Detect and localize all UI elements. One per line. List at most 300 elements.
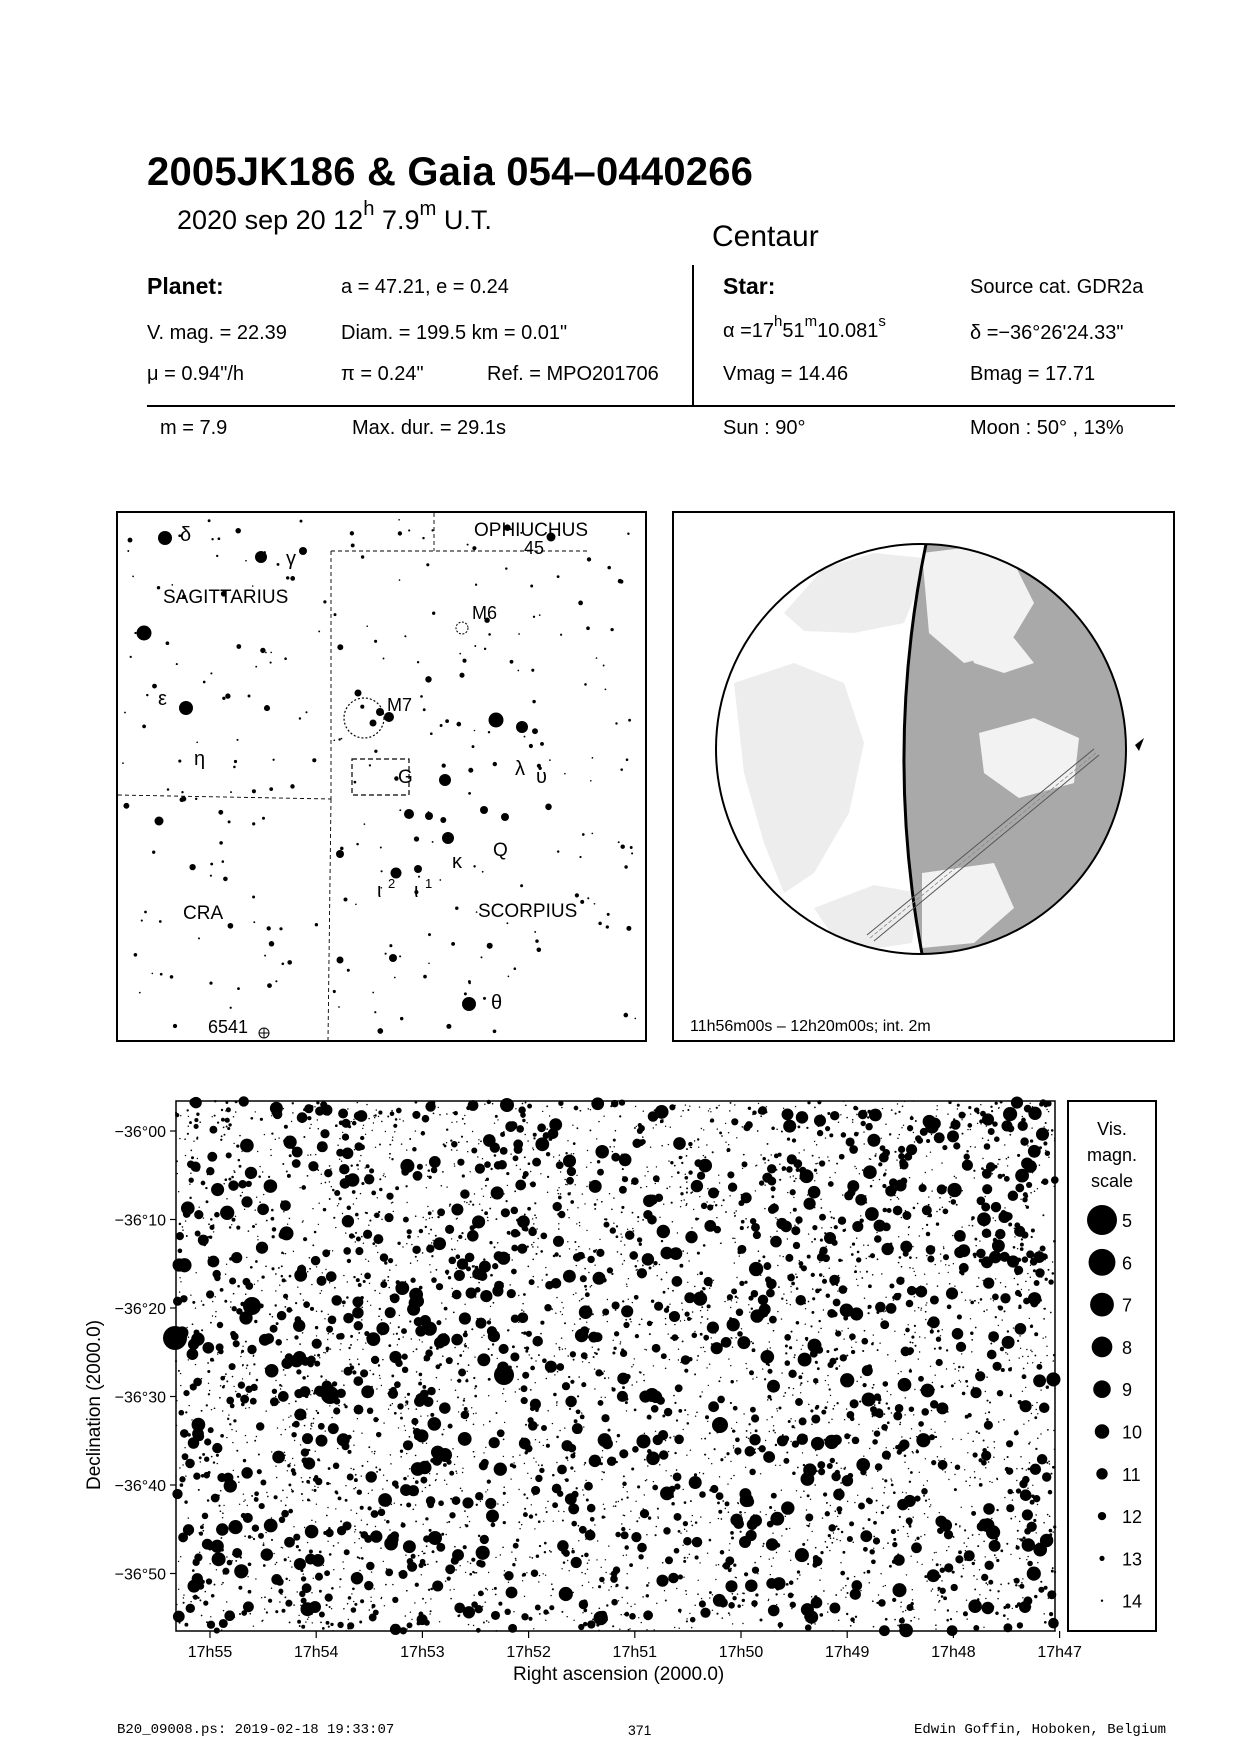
detail-star	[836, 1330, 837, 1331]
detail-star	[189, 1098, 198, 1107]
detail-star	[666, 1188, 668, 1190]
detail-star	[631, 1183, 632, 1184]
detail-star	[513, 1543, 519, 1549]
detail-star	[775, 1465, 776, 1466]
detail-star	[381, 1121, 383, 1123]
detail-star	[707, 1188, 708, 1189]
detail-star	[371, 1571, 372, 1572]
detail-star	[312, 1489, 313, 1490]
detail-star	[298, 1549, 300, 1551]
detail-star	[529, 1279, 535, 1285]
finder-star	[141, 920, 143, 922]
detail-star	[687, 1557, 688, 1558]
detail-star	[311, 1423, 313, 1425]
detail-star	[940, 1260, 941, 1261]
detail-star	[926, 1283, 927, 1284]
detail-star	[272, 1227, 277, 1232]
finder-star	[582, 833, 585, 836]
detail-star	[457, 1396, 459, 1398]
detail-star	[895, 1445, 899, 1449]
detail-star	[688, 1260, 689, 1261]
detail-star	[392, 1403, 393, 1404]
detail-star	[803, 1198, 815, 1210]
detail-star	[703, 1155, 704, 1156]
detail-star	[537, 1123, 546, 1132]
finder-star	[180, 798, 185, 803]
finder-star	[228, 820, 231, 823]
detail-star	[729, 1110, 731, 1112]
finder-chart-svg	[118, 513, 645, 1040]
detail-star	[745, 1363, 746, 1364]
detail-star	[430, 1346, 433, 1349]
detail-star	[590, 1162, 591, 1163]
detail-star	[778, 1153, 782, 1157]
detail-star	[515, 1391, 516, 1392]
detail-star	[926, 1139, 930, 1143]
detail-star	[754, 1441, 758, 1445]
detail-star	[513, 1139, 523, 1149]
detail-star	[345, 1485, 346, 1486]
detail-star	[461, 1411, 470, 1420]
detail-star	[466, 1202, 467, 1203]
detail-star	[220, 1537, 222, 1539]
detail-star	[1049, 1612, 1053, 1616]
detail-star	[1023, 1298, 1030, 1305]
detail-star	[694, 1473, 697, 1476]
detail-star	[245, 1474, 247, 1476]
detail-star	[343, 1275, 344, 1276]
detail-star	[443, 1463, 447, 1467]
detail-star	[601, 1397, 602, 1398]
detail-star	[768, 1599, 769, 1600]
detail-star	[337, 1448, 338, 1449]
detail-star	[428, 1244, 429, 1245]
detail-star	[878, 1142, 879, 1143]
detail-star	[898, 1373, 899, 1374]
detail-star	[478, 1271, 488, 1281]
detail-star	[607, 1429, 610, 1432]
detail-star	[375, 1526, 376, 1527]
star-declination: δ =−36°26'24.33"	[970, 322, 1124, 344]
detail-star	[221, 1118, 225, 1122]
detail-star	[713, 1280, 714, 1281]
detail-star	[913, 1207, 916, 1210]
detail-star	[289, 1275, 292, 1278]
detail-star	[660, 1487, 674, 1501]
label-upsilon-sco: υ	[536, 766, 547, 788]
detail-star	[971, 1511, 976, 1516]
detail-star	[919, 1472, 920, 1473]
time-suffix: U.T.	[436, 205, 492, 235]
detail-star	[767, 1521, 774, 1528]
detail-star	[227, 1127, 230, 1130]
label-cra: CRA	[183, 903, 224, 924]
detail-star	[353, 1468, 355, 1470]
detail-star	[579, 1222, 581, 1224]
detail-star	[950, 1197, 952, 1199]
detail-star	[490, 1143, 500, 1153]
detail-star	[994, 1136, 1000, 1142]
detail-star	[1030, 1192, 1032, 1194]
detail-star	[591, 1097, 604, 1110]
detail-star	[669, 1186, 670, 1187]
detail-star	[911, 1336, 914, 1339]
detail-star	[193, 1473, 200, 1480]
detail-star	[549, 1605, 554, 1610]
detail-star	[178, 1589, 179, 1590]
detail-star	[180, 1373, 181, 1374]
finder-star	[634, 1018, 636, 1020]
detail-star	[451, 1379, 452, 1380]
finder-star	[151, 973, 153, 975]
detail-star	[210, 1322, 212, 1324]
detail-star	[686, 1455, 687, 1456]
detail-star	[607, 1267, 613, 1273]
detail-star	[184, 1431, 186, 1433]
detail-star	[568, 1444, 577, 1453]
detail-star	[551, 1121, 558, 1128]
detail-star	[1010, 1367, 1012, 1369]
detail-star	[198, 1235, 209, 1246]
detail-star	[261, 1620, 263, 1622]
detail-star	[813, 1378, 818, 1383]
detail-star	[354, 1321, 363, 1330]
detail-star	[593, 1356, 595, 1358]
label-iota2-sco: ι	[377, 880, 382, 902]
detail-star	[972, 1534, 974, 1536]
detail-star	[1043, 1522, 1045, 1524]
detail-star	[639, 1371, 641, 1373]
detail-star	[673, 1339, 675, 1341]
detail-star	[356, 1513, 358, 1515]
detail-star	[1046, 1355, 1047, 1356]
detail-star	[272, 1112, 274, 1114]
detail-star	[668, 1451, 669, 1452]
detail-star	[761, 1446, 763, 1448]
detail-star	[870, 1159, 872, 1161]
detail-star	[631, 1366, 633, 1368]
detail-star	[961, 1507, 962, 1508]
detail-star	[595, 1145, 609, 1159]
detail-star	[464, 1407, 468, 1411]
detail-star	[879, 1343, 880, 1344]
detail-star	[711, 1191, 712, 1192]
detail-star	[321, 1131, 324, 1134]
detail-star	[347, 1259, 351, 1263]
detail-star	[521, 1309, 523, 1311]
detail-star	[1046, 1372, 1060, 1386]
detail-star	[909, 1341, 911, 1343]
detail-star	[290, 1560, 292, 1562]
detail-star	[237, 1476, 239, 1478]
detail-star	[479, 1203, 480, 1204]
detail-star	[415, 1326, 426, 1337]
detail-star	[406, 1590, 408, 1592]
detail-star	[495, 1115, 498, 1118]
detail-star	[808, 1233, 809, 1234]
finder-star	[474, 730, 476, 732]
detail-star	[487, 1217, 489, 1219]
detail-star	[390, 1463, 391, 1464]
detail-star	[344, 1179, 345, 1180]
detail-star	[735, 1296, 738, 1299]
detail-star	[698, 1218, 700, 1220]
detail-star	[887, 1507, 889, 1509]
detail-star	[192, 1323, 194, 1325]
detail-star	[1016, 1545, 1017, 1546]
detail-star	[217, 1121, 219, 1123]
detail-star	[706, 1201, 707, 1202]
detail-star	[978, 1534, 979, 1535]
detail-star	[924, 1337, 925, 1338]
detail-star	[281, 1547, 282, 1548]
detail-star	[646, 1186, 647, 1187]
detail-star	[497, 1160, 506, 1169]
detail-star	[249, 1613, 251, 1615]
finder-star	[275, 980, 277, 982]
detail-star	[937, 1184, 947, 1194]
detail-star	[537, 1286, 538, 1287]
detail-star	[532, 1336, 543, 1347]
detail-star	[684, 1311, 689, 1316]
detail-star	[911, 1542, 922, 1553]
finder-star	[493, 762, 497, 766]
detail-star	[796, 1490, 797, 1491]
detail-star	[194, 1124, 199, 1129]
detail-star	[818, 1331, 819, 1332]
detail-star	[398, 1326, 400, 1328]
detail-star	[921, 1488, 928, 1495]
detail-star	[649, 1267, 652, 1270]
detail-star	[1021, 1231, 1028, 1238]
detail-star	[482, 1158, 483, 1159]
detail-star	[411, 1462, 425, 1476]
detail-star	[217, 1353, 218, 1354]
finder-star	[603, 665, 605, 667]
detail-star	[245, 1282, 253, 1290]
detail-star	[576, 1409, 581, 1414]
detail-star	[760, 1556, 761, 1557]
detail-star	[815, 1163, 817, 1165]
detail-star	[199, 1456, 202, 1459]
finder-star	[534, 931, 536, 933]
detail-star	[338, 1203, 339, 1204]
finder-star	[607, 566, 611, 570]
detail-star	[873, 1406, 876, 1409]
detail-star	[446, 1113, 448, 1115]
detail-star	[361, 1182, 364, 1185]
detail-star	[358, 1283, 362, 1287]
detail-star	[188, 1116, 189, 1117]
detail-star	[534, 1202, 536, 1204]
detail-star	[674, 1165, 676, 1167]
detail-star	[421, 1131, 426, 1136]
detail-star	[773, 1425, 774, 1426]
detail-star	[854, 1502, 855, 1503]
detail-star	[360, 1136, 364, 1140]
detail-star	[930, 1366, 931, 1367]
detail-star	[1052, 1272, 1055, 1275]
detail-star	[297, 1591, 298, 1592]
detail-star	[263, 1194, 264, 1195]
detail-star	[535, 1605, 541, 1611]
finder-star	[430, 732, 433, 735]
detail-star	[411, 1619, 412, 1620]
finder-star	[389, 944, 392, 947]
detail-star	[810, 1409, 813, 1412]
detail-star	[823, 1276, 824, 1277]
detail-star	[1026, 1349, 1027, 1350]
star-right-ascension	[723, 313, 886, 343]
detail-star	[293, 1251, 294, 1252]
detail-star	[669, 1437, 671, 1439]
detail-star	[984, 1196, 985, 1197]
detail-star	[984, 1143, 991, 1150]
detail-star	[867, 1498, 873, 1504]
finder-star	[380, 847, 382, 849]
detail-star	[784, 1392, 786, 1394]
detail-star	[233, 1143, 234, 1144]
detail-star	[255, 1223, 257, 1225]
detail-star	[280, 1388, 281, 1389]
detail-star	[224, 1178, 227, 1181]
detail-star	[287, 1174, 291, 1178]
detail-star	[931, 1190, 932, 1191]
detail-star	[937, 1105, 938, 1106]
detail-star	[632, 1302, 633, 1303]
detail-star	[418, 1382, 422, 1386]
detail-star	[531, 1557, 533, 1559]
finder-star	[300, 520, 303, 523]
detail-star	[808, 1404, 810, 1406]
detail-star	[856, 1168, 857, 1169]
detail-star	[951, 1584, 958, 1591]
detail-star	[521, 1613, 528, 1620]
detail-star	[313, 1418, 315, 1420]
detail-star	[458, 1141, 460, 1143]
detail-star	[691, 1525, 693, 1527]
detail-star	[816, 1470, 818, 1472]
detail-star	[189, 1121, 192, 1124]
detail-star	[918, 1358, 919, 1359]
detail-star	[683, 1537, 692, 1546]
finder-star	[290, 576, 295, 581]
detail-star	[621, 1305, 633, 1317]
detail-star	[342, 1300, 346, 1304]
detail-star	[229, 1257, 233, 1261]
detail-star	[426, 1245, 434, 1253]
detail-star	[958, 1366, 961, 1369]
detail-star	[365, 1212, 367, 1214]
detail-star	[333, 1463, 340, 1470]
detail-star	[876, 1500, 878, 1502]
detail-star	[977, 1197, 986, 1206]
detail-star	[507, 1289, 516, 1298]
finder-star	[167, 788, 170, 791]
finder-star	[338, 738, 340, 740]
detail-star	[790, 1189, 796, 1195]
detail-star	[978, 1277, 980, 1279]
detail-star	[444, 1307, 448, 1311]
detail-star	[785, 1360, 791, 1366]
detail-star	[1031, 1351, 1032, 1352]
detail-star	[403, 1120, 404, 1121]
detail-star	[582, 1193, 583, 1194]
detail-star	[915, 1275, 916, 1276]
finder-star	[195, 798, 197, 800]
detail-star	[294, 1269, 307, 1282]
detail-star	[1031, 1228, 1035, 1232]
detail-star	[874, 1393, 881, 1400]
detail-star	[732, 1593, 734, 1595]
detail-star	[1000, 1549, 1003, 1552]
detail-star	[488, 1622, 489, 1623]
detail-star	[347, 1450, 351, 1454]
detail-star	[226, 1397, 234, 1405]
detail-star	[984, 1421, 993, 1430]
detail-star	[683, 1521, 688, 1526]
detail-star	[279, 1384, 281, 1386]
detail-star	[983, 1277, 994, 1288]
finder-star	[132, 576, 134, 578]
detail-star	[734, 1215, 736, 1217]
detail-star	[301, 1493, 303, 1495]
detail-star	[634, 1295, 639, 1300]
detail-star	[686, 1203, 688, 1205]
finder-star	[264, 955, 266, 957]
detail-star	[909, 1256, 912, 1259]
detail-star	[595, 1369, 602, 1376]
planet-diameter: Diam. = 199.5 km = 0.01"	[341, 322, 568, 344]
detail-star	[700, 1347, 701, 1348]
detail-star	[891, 1484, 894, 1487]
detail-star	[980, 1104, 981, 1105]
detail-star	[527, 1104, 532, 1109]
detail-star	[833, 1537, 834, 1538]
detail-star	[361, 1433, 362, 1434]
detail-star	[1039, 1146, 1042, 1149]
detail-star	[289, 1580, 290, 1581]
detail-star	[718, 1564, 719, 1565]
detail-star	[940, 1564, 941, 1565]
detail-star	[233, 1419, 236, 1422]
detail-star	[829, 1603, 840, 1614]
detail-star	[797, 1570, 800, 1573]
detail-star	[635, 1334, 639, 1338]
detail-star	[415, 1520, 417, 1522]
detail-star	[378, 1116, 379, 1117]
detail-star	[702, 1287, 705, 1290]
detail-star	[707, 1421, 708, 1422]
detail-star	[948, 1546, 949, 1547]
detail-star	[179, 1622, 181, 1624]
detail-star	[729, 1543, 730, 1544]
detail-star	[219, 1619, 228, 1628]
detail-star	[974, 1560, 976, 1562]
detail-star	[762, 1173, 772, 1183]
detail-star	[321, 1105, 332, 1116]
detail-star	[295, 1400, 297, 1402]
detail-star	[490, 1306, 491, 1307]
detail-star	[410, 1278, 415, 1283]
detail-star	[793, 1242, 800, 1249]
detail-star	[466, 1106, 470, 1110]
detail-star	[556, 1462, 557, 1463]
detail-star	[868, 1518, 871, 1521]
detail-star	[339, 1578, 341, 1580]
detail-star	[1037, 1413, 1038, 1414]
detail-star	[363, 1280, 366, 1283]
